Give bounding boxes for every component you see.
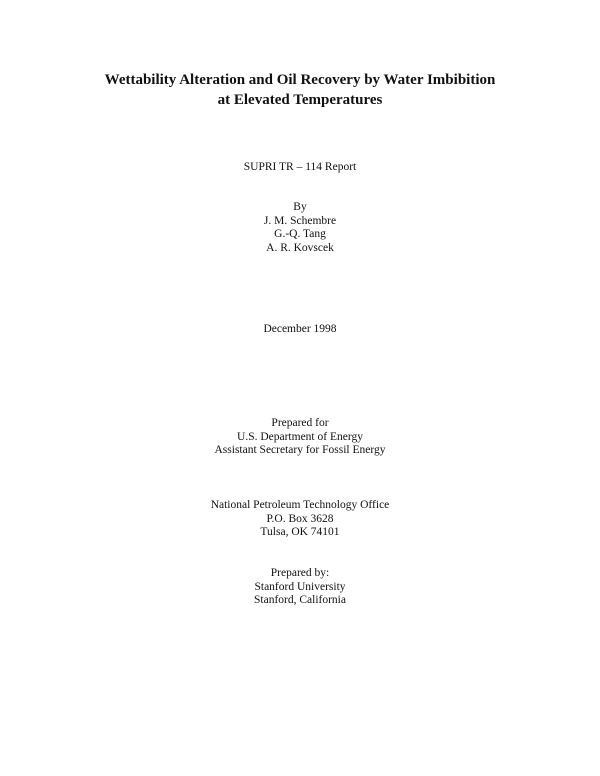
prepared-for-label: Prepared for bbox=[271, 417, 329, 429]
author-name: G.-Q. Tang bbox=[274, 228, 326, 240]
document-title bbox=[0, 70, 600, 110]
prepared-by-label: Prepared by: bbox=[270, 567, 330, 579]
report-number-block bbox=[0, 161, 600, 175]
report-date: December 1998 bbox=[263, 323, 337, 335]
preparer-block bbox=[0, 567, 600, 608]
report-number: SUPRI TR – 114 Report bbox=[243, 161, 357, 173]
authors-block bbox=[0, 201, 600, 255]
date-block bbox=[0, 323, 600, 337]
author-name: J. M. Schembre bbox=[263, 214, 337, 227]
sponsor-line: U.S. Department of Energy bbox=[237, 430, 363, 443]
by-label: By bbox=[293, 201, 307, 213]
office-name: National Petroleum Technology Office bbox=[210, 499, 390, 511]
title-line-1: Wettability Alteration and Oil Recovery by Water Imbibition bbox=[104, 72, 496, 88]
sponsor-block bbox=[0, 417, 600, 458]
title-line-2: at Elevated Temperatures bbox=[217, 92, 383, 108]
preparer-location: Stanford, California bbox=[254, 594, 346, 606]
author-name: A. R. Kovscek bbox=[266, 241, 334, 254]
sponsor-line: Assistant Secretary for Fossil Energy bbox=[214, 444, 386, 456]
preparer-name: Stanford University bbox=[254, 580, 346, 593]
office-address-block bbox=[0, 499, 600, 540]
office-city: Tulsa, OK 74101 bbox=[260, 526, 340, 538]
office-po-box: P.O. Box 3628 bbox=[266, 512, 334, 525]
